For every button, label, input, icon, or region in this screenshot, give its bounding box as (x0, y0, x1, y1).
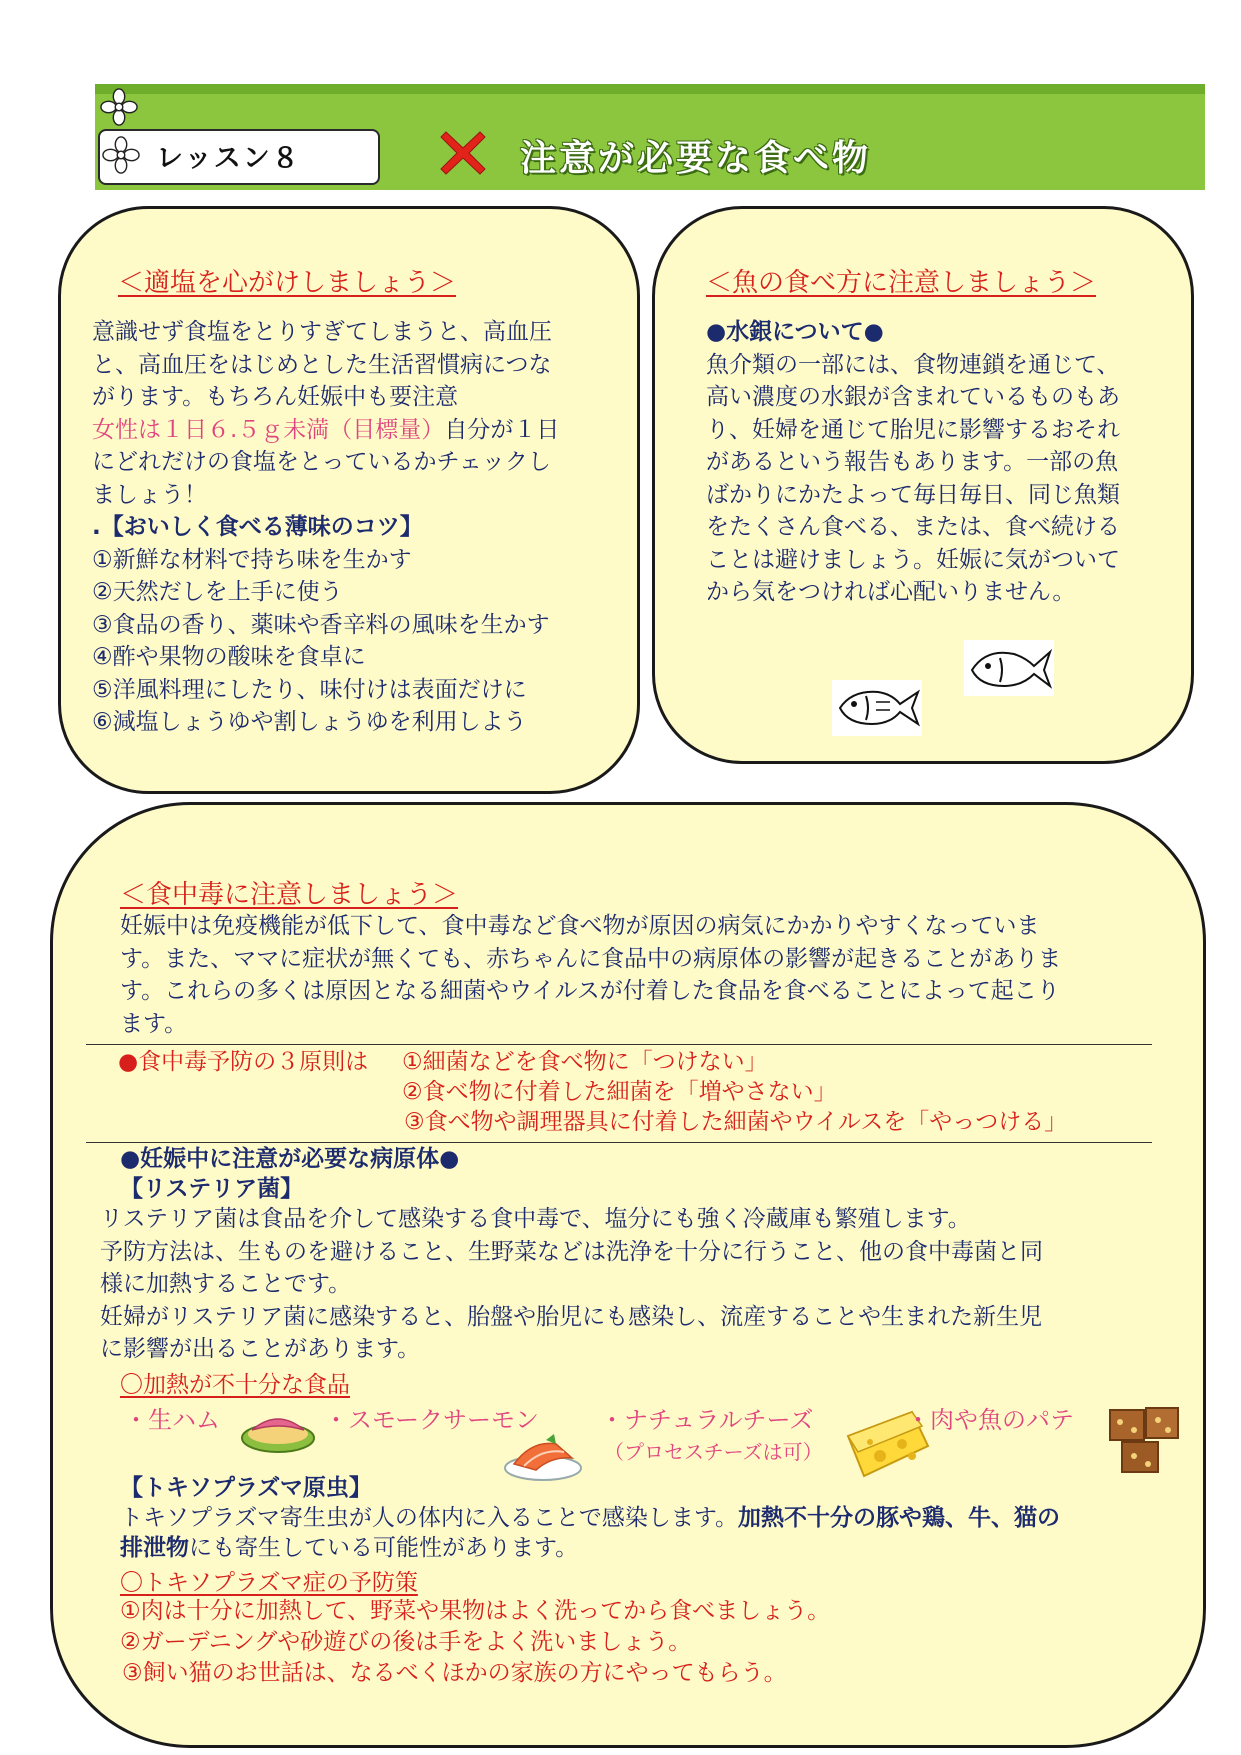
food-cheese-note: （プロセスチーズは可） (604, 1440, 823, 1464)
toxo-line-1-bold: 加熱不十分の豚や鶏、牛、猫の (738, 1505, 1061, 1531)
salt-line: 意識せず食塩をとりすぎてしまうと、高血圧 (92, 319, 552, 345)
fish-subheading: ●水銀について● (706, 319, 884, 345)
toxo-line-2-text: にも寄生している可能性があります。 (189, 1535, 579, 1561)
flower-icon (102, 136, 140, 174)
page-title: 注意が必要な食べ物 (520, 138, 872, 179)
listeria-body (100, 1203, 1043, 1366)
salt-tips-heading: .【おいしく食べる薄味のコツ】 (92, 514, 423, 540)
salt-line: ましょう！ (92, 481, 207, 508)
salt-body (92, 316, 559, 739)
salt-tip: ④酢や果物の酸味を食卓に (92, 644, 366, 670)
listeria-line: リステリア菌は食品を介して感染する食中毒で、塩分にも強く冷蔵庫も繁殖します。 (100, 1206, 971, 1232)
salt-tip: ②天然だしを上手に使う (92, 579, 343, 605)
fish-icon (832, 680, 922, 736)
salt-line-target (92, 414, 559, 447)
cross-icon (438, 128, 488, 178)
toxo-line-2 (120, 1532, 578, 1565)
salt-tip: ①新鮮な材料で持ち味を生かす (92, 546, 412, 573)
salt-line: がります。もちろん妊娠中も要注意 (92, 384, 459, 410)
salt-tip: ③食品の香り、薬味や香辛料の風味を生かす (92, 611, 550, 638)
fish-line: があるという報告もあります。一部の魚 (706, 449, 1119, 475)
fish-line: り、妊婦を通じて胎児に影響するおそれ (706, 416, 1120, 443)
food-intro-line: 妊娠中は免疫機能が低下して、食中毒など食べ物が原因の病気にかかりやすくなっていま (120, 913, 1040, 939)
toxo-line-1 (120, 1502, 1060, 1535)
principle-2: ②食べ物に付着した細菌を「増やさない」 (402, 1079, 837, 1105)
fish-line: から気をつければ心配いりません。 (706, 579, 1076, 605)
principle-1: ①細菌などを食べ物に「つけない」 (402, 1049, 768, 1075)
salt-tip: ⑤洋風料理にしたり、味付けは表面だけに (92, 676, 527, 703)
salt-line: と、高血圧をはじめとした生活習慣病につな (92, 351, 552, 378)
salt-tip: ⑥減塩しょうゆや割しょうゆを利用しよう (92, 709, 527, 735)
food-intro (120, 910, 1061, 1040)
food-pate: ・肉や魚のパテ (906, 1406, 1074, 1434)
fish-icon (964, 640, 1054, 696)
food-salmon: ・スモークサーモン (324, 1406, 540, 1434)
fish-title: ＜魚の食べ方に注意しましょう＞ (706, 268, 1097, 298)
prevention-list (120, 1596, 830, 1689)
fish-body (706, 316, 1120, 609)
food-title: ＜食中毒に注意しましょう＞ (120, 880, 459, 910)
prevention-item: ①肉は十分に加熱して、野菜や果物はよく洗ってから食べましょう。 (120, 1598, 831, 1624)
toxo-line-1-text: トキソプラズマ寄生虫が人の体内に入ることで感染します。 (120, 1505, 739, 1531)
undercooked-heading: 〇加熱が不十分な食品 (120, 1372, 350, 1398)
food-ham: ・生ハム (124, 1406, 220, 1434)
prevention-heading: 〇トキソプラズマ症の予防策 (120, 1570, 418, 1596)
principles-label: ●食中毒予防の３原則は (118, 1049, 369, 1075)
principle-3: ③食べ物や調理器具に付着した細菌やウイルスを「やっつける」 (404, 1109, 1068, 1135)
pathogen-heading: ●妊娠中に注意が必要な病原体● (120, 1146, 460, 1172)
salmon-icon (502, 1430, 584, 1482)
food-intro-line: ます。 (120, 1010, 188, 1037)
fish-line: ばかりにかたよって毎日毎日、同じ魚類 (706, 481, 1120, 508)
food-intro-line: す。これらの多くは原因となる細菌やウイルスが付着した食品を食べることによって起こり (120, 978, 1060, 1004)
lesson-label: レッスン８ (156, 143, 301, 174)
pate-icon (1106, 1404, 1182, 1476)
prevention-item: ②ガーデニングや砂遊びの後は手をよく洗いましょう。 (120, 1629, 692, 1655)
salt-title: ＜適塩を心がけしましょう＞ (118, 268, 457, 298)
flower-icon (100, 88, 138, 126)
listeria-heading: 【リステリア菌】 (120, 1176, 304, 1202)
toxo-line-2-bold: 排泄物 (120, 1535, 189, 1561)
listeria-line: に影響が出ることがあります。 (100, 1336, 421, 1362)
header-top-line (95, 84, 1205, 94)
food-cheese: ・ナチュラルチーズ (600, 1406, 814, 1434)
fish-line: ことは避けましょう。妊娠に気がついて (706, 546, 1120, 573)
divider (86, 1044, 1152, 1045)
food-intro-line: す。また、ママに症状が無くても、赤ちゃんに食品中の病原体の影響が起きることがありま (120, 945, 1062, 972)
fish-line: 高い濃度の水銀が含まれているものもあ (706, 384, 1120, 410)
salt-target-rest: 自分が１日 (444, 416, 560, 443)
fish-line: 魚介類の一部には、食物連鎖を通じて、 (706, 351, 1120, 378)
listeria-line: 妊婦がリステリア菌に感染すると、胎盤や胎児にも感染し、流産することや生まれた新生児 (100, 1303, 1043, 1330)
fish-line: をたくさん食べる、または、食べ続ける (706, 514, 1120, 540)
listeria-line: 予防方法は、生ものを避けること、生野菜などは洗浄を十分に行うこと、他の食中毒菌と同 (100, 1238, 1043, 1265)
salt-target-highlight: 女性は１日６.５ｇ未満（目標量） (92, 416, 445, 443)
prevention-item: ③飼い猫のお世話は、なるべくほかの家族の方にやってもらう。 (122, 1660, 787, 1686)
salt-line: にどれだけの食塩をとっているかチェックし (92, 449, 551, 475)
ham-melon-icon (238, 1404, 318, 1454)
listeria-line: 様に加熱することです。 (100, 1271, 352, 1297)
toxo-heading: 【トキソプラズマ原虫】 (120, 1475, 372, 1501)
